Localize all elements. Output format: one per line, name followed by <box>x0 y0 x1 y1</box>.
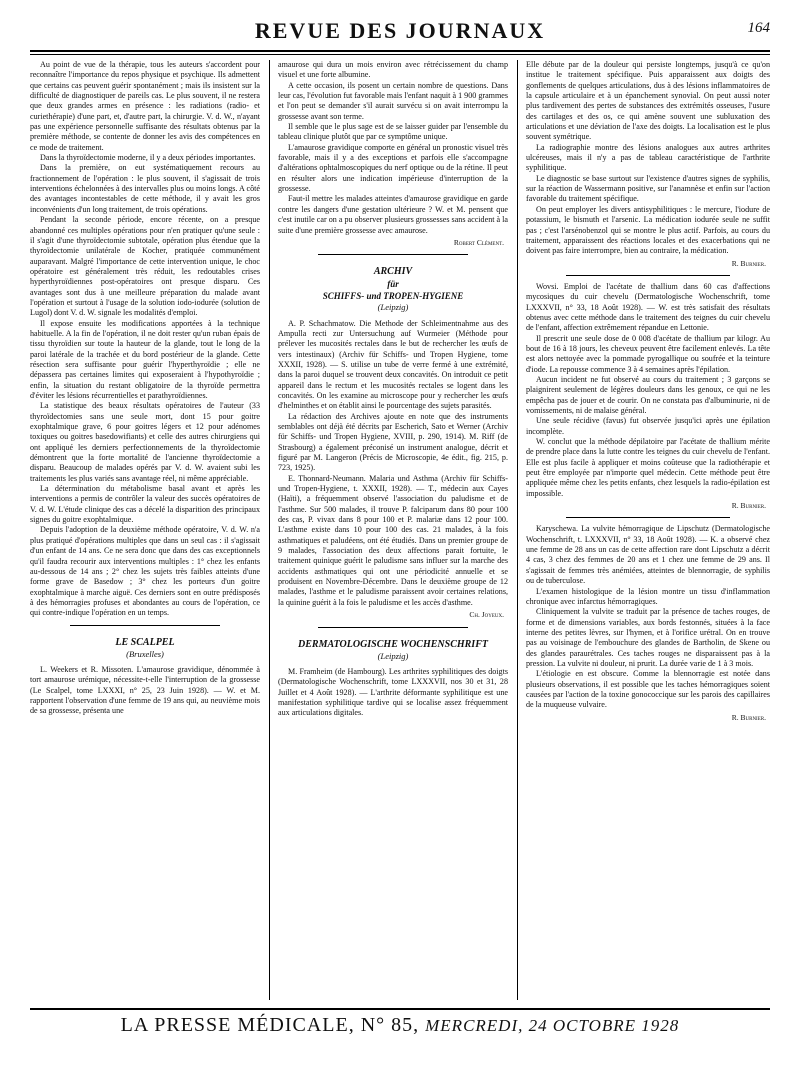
section-subtitle: für <box>387 279 399 290</box>
paragraph: On peut employer les divers antisyphilitiques : le mercure, l'iodure de potassium, le bismuth et l'arsenic. La médication iodurée seule ne suffit pas ; c'est l'arsénobenzol qui se montre le plus actif. Parfois, au cours du traitement, apparaissent des réactions locales et des exacerbations qui ne doivent pas faire interrompre, bien au contraire, la médication. <box>526 204 770 256</box>
paragraph: L'amaurose gravidique comporte en général un pronostic visuel très favorable, mais il y a des exceptions et parfois elle s'accompagne d'altérations ophtalmoscopiques du nerf optique ou de la rétine. Il peut en résulter alors une indication impérieuse d'interruption de la grossesse. <box>278 142 508 194</box>
section-place: (Bruxelles) <box>126 648 164 659</box>
paragraph: La statistique des beaux résultats opératoires de l'auteur (33 thyroïdectomies sans une seule mort, dont 15 pour goitre exophtalmique grave, 6 pour goitres légers et 12 pour adénomes toxiques ou goitres basedowifiants) et celle des autres chirurgiens qui ont appliqué les derniers perfectionnements de la thyroïdectomie démontrent que la forte mortalité de l'ancienne thyroïdectomie a disparu. Beaucoup de malades opérés par V. d. W. avaient subi les traitements les plus variés sans avantage réel, ni même appréciable. <box>30 401 260 483</box>
article: E. Thonnard-Neumann. Malaria und Asthma (Archiv für Schiffs- und Tropen-Hygiene, t. XXXII, 1928). — T., médecin aux Cayes (Haïti), a fréquemment observé l'association du paludisme et de l'asthme. Sur 500 malades, il trouve P. falciparum dans 80 pour 100 des cas, P. vivax dans 8 pour 100 et P. malariæ dans 12 pour 100. L'asthme existe dans 10 pour 100 des cas. 21 malades, à la fois asthmatiques et paludéens, ont été étudiés. Dans un premier groupe de 9 malades, l'association des deux affections parait fortuite, le traitement quinique guérit le paludisme sans influer sur la marche des accidents asthmatiques qui ont une périodicité annuelle et se produisent en Novembre-Décembre. Dans le deuxième groupe de 12 malades, l'asthme et le paludisme paraissent avoir certaines relations, la quinine guérit à la fois le paludisme et les accès d'asthme. <box>278 473 508 607</box>
paragraph: W. conclut que la méthode dépilatoire par l'acétate de thallium mérite de prendre place dans la lutte contre les teignes du cuir chevelu de l'enfant. Elle est plus facile à appliquer et moins coûteuse que la radiothérapie et peut être employée par n'importe quel médecin. Cette méthode peut être appliquée même chez les petits enfants, chez lesquels la radio-épilation est impossible. <box>526 437 770 498</box>
author-signature: Robert Clément. <box>453 237 504 247</box>
paragraph: Il expose ensuite les modifications apportées à la technique habituelle. A la fin de l'opération, il ne doit rester qu'un ruban épais de tissu thyroïdien sur toute la hauteur de la glande, tout le long de la paroi latérale de la trachée et du bord postérieur de la glande. Cette résection sera suffisante pour guérir l'hyperthyroïdie ; elle ne dépassera pas certaines limites qui exposeraient à l'hypothyroïdie ; enfin, la situation du restant obligatoire de la thyroïde permettra d'éviter les lésions récurrentielles et parathyroïdiennes. <box>30 318 260 400</box>
section-divider <box>70 625 220 626</box>
header-rule <box>30 50 770 52</box>
article: L. Weekers et R. Missoten. L'amaurose gravidique, dénommée à tort amaurose urémique, nécessite-t-elle l'interruption de la grossesse (Le Scalpel, tome LXXXI, n° 25, 23 Juin 1928). — W. et M. rapportent l'observation d'une femme de 19 ans qui, au neuvième mois de sa grossesse, présenta une <box>30 664 260 716</box>
column-3 <box>526 60 770 1002</box>
header-rule-thin <box>30 54 770 55</box>
paragraph: Pendant la seconde période, encore récente, on a presque abandonné ces multiples opérations pour n'en pratiquer qu'une seule : il s'agit d'une thyroïdectomie subtotale, opération plus étendue que la thyroïdectomie unilatérale de Kocher, pratiquée communément auparavant. Malgré l'importance de cette intervention unique, le choc opératoire est généralement très réduit, les redoutables crises hyperthyroïdiennes post-opératoires ont presque disparu. Ces avantages sont dus à une meilleure préparation du malade avant l'opération et surtout à l'usage de la solution iodo-iodurée (solution de Lugol) dont V. d. W. signale les modalités d'emploi. <box>30 215 260 318</box>
paragraph: Dans la thyroïdectomie moderne, il y a deux périodes importantes. <box>40 153 256 163</box>
section-divider <box>566 517 730 518</box>
paragraph: Faut-il mettre les malades atteintes d'amaurose gravidique en garde contre les dangers d'une gestation ultérieure ? W. et M. pensent que c'est inutile car on a pu observer plusieurs grossesses sans accident à la suite d'une première grossesse avec amaurose. <box>278 194 508 235</box>
paragraph: Elle débute par de la douleur qui persiste longtemps, jusqu'à ce qu'on institue le traitement spécifique. Puis apparaissent aux doigts des gonflements de quelques articulations, dus à des lésions inflammatoires de la capsule articulaire et à un épanchement synovial. On peut aussi noter plus tardivement des pertes de substances des extrémités osseuses, l'usure des cartilages et des os, ce qui amène souvent une subluxation des articulations et une déviation de l'axe des doigts. La localisation est le plus souvent symétrique. <box>526 60 770 142</box>
section-place: (Leipzig) <box>377 650 409 661</box>
column-1 <box>30 60 260 1002</box>
author-signature: Ch. Joyeux. <box>469 610 504 620</box>
section-divider <box>566 275 730 276</box>
page-title: REVUE DES JOURNAUX <box>254 18 546 43</box>
paragraph: L'étiologie en est obscure. Comme la blennorragie est notée dans plusieurs observations, il est possible que les taches hémorragiques soient causées par l'action de la toxine gonococcique sur les parois des capillaires de la muqueuse vulvaire. <box>526 669 770 710</box>
paragraph: Dans la première, on eut systématiquement recours au fractionnement de l'opération : le plus souvent, il s'agissait de trois interventions échelonnées à des intervalles plus ou moins longs. A côté des avantages incontestables de cette méthode, il y avait les gros inconvénients d'un long traitement, de trois opérations. <box>30 163 260 214</box>
paragraph: Le diagnostic se base surtout sur l'existence d'autres signes de syphilis, sur la réaction de Wassermann positive, sur l'anamnèse et enfin sur l'action favorable du traitement spécifique. <box>526 173 770 204</box>
section-subtitle: SCHIFFS- und TROPEN-HYGIENE <box>322 291 464 302</box>
column-2 <box>278 60 508 1002</box>
paragraph: La rédaction des Archives ajoute en note que des instruments semblables ont déjà été décrits par Escherich, Sato et Werner (Archiv für Schiffs- und Tropen Hygiene, XVIII, p. 290, 1914). M. Riff (de Strasbourg) a également préconisé un instrument analogue, décrit et figuré par M. Langeron (Précis de Microscopie, 4e édit., fig. 215, p. 723, 1925). <box>278 411 508 473</box>
page-footer <box>30 1014 770 1044</box>
paragraph: Il semble que le plus sage est de se laisser guider par l'ensemble du tableau clinique plutôt que par ce symptôme unique. <box>278 122 508 142</box>
journal-name: LA PRESSE MÉDICALE, N° 85, <box>120 1014 420 1036</box>
paragraph: A cette occasion, ils posent un certain nombre de questions. Dans leur cas, l'évolution fut favorable mais l'enfant naquit à 1 900 grammes et l'on peut se demander s'il aurait survécu si on avait interrompu la grossesse avant son terme. <box>278 80 508 121</box>
section-divider <box>318 627 468 628</box>
section-title: ARCHIV <box>373 266 413 278</box>
footer-rule <box>30 1008 770 1010</box>
section-place: (Leipzig) <box>377 302 409 313</box>
author-signature: R. Burnier. <box>731 712 766 722</box>
section-title: DERMATOLOGISCHE WOCHENSCHRIFT <box>298 638 488 650</box>
section-divider <box>318 254 468 255</box>
author-signature: R. Burnier. <box>731 258 766 268</box>
author-signature: R. Burnier. <box>731 501 766 511</box>
issue-date: MERCREDI, 24 OCTOBRE 1928 <box>425 1016 680 1035</box>
paragraph: L'examen histologique de la lésion montre un tissu d'inflammation chronique avec infarctus hémorragiques. <box>526 586 770 606</box>
paragraph: La radiographie montre des lésions analogues aux autres arthrites ulcéreuses, mais il n'y a pas de tableau caractéristique de l'arthrite syphilitique. <box>526 142 770 173</box>
columns <box>30 60 770 1002</box>
article: A. P. Schachmatow. Die Methode der Schleimentnahme aus des Ampulla recti zur Untersuchung auf Wurmeier (Méthode pour prélever les mucosités rectales dans le but de rechercher les œufs de vers intestinaux) (Archiv für Schiffs- und Tropen Hygiene, tome XXXII, 1928). — S. utilise un tube de verre fermé à une extrémité, dans la paroi duquel se trouvent deux concavités. On introduit ce petit appareil dans le rectum et les mucosités rectales se logent dans les concavités. On les examine au microscope pour y rechercher les œufs d'helminthes et on établit ainsi le pourcentage des sujets parasités. <box>278 318 508 411</box>
page-header <box>30 10 770 50</box>
article: Karyschewa. La vulvite hémorragique de Lipschutz (Dermatologische Wochenschrift, t. LXXXVII, n° 33, 18 Août 1928). — K. a observé chez une femme de 28 ans un cas de cette affection rare dont Lipschutz a décrit 4 cas, 3 chez des femmes de 20 ans et 1 chez une femme de 29 ans. Il s'agissait de femmes très anémiées, atteintes de blennorragie, de syphilis ou de tuberculose. <box>526 524 770 586</box>
paragraph: Cliniquement la vulvite se traduit par la présence de taches rouges, de forme et de dimensions variables, aux bords festonnés, situées à la face interne des petites lèvres, sur l'hymen, et à l'orifice urétral. On en trouve pas au voisinage de l'embouchure des glandes de Bartholin, de Skene ou des glandes paraurétrales. Ces taches rouges ne disparaissent pas à la pression. La vulvite ni douleur, ni prurit. La durée varie de 1 à 3 mois. <box>526 607 770 668</box>
paragraph: amaurose qui dura un mois environ avec rétrécissement du champ visuel et une forte albumine. <box>278 60 508 80</box>
article: M. Framheim (de Hambourg). Les arthrites syphilitiques des doigts (Dermatologische Wochenschrift, tome LXXXVII, nos 30 et 31, 28 Juillet et 4 Août 1928). — L'arthrite déformante syphilitique est une manifestation syphilitique tardive qui se localise assez fréquemment aux articulations digitales. <box>278 666 508 718</box>
paragraph: Aucun incident ne fut observé au cours du traitement ; 3 garçons se plaignirent seulement de légères douleurs dans les genoux, ce qui ne les empêcha pas de jouer et de courir. On ne constata pas d'albuminurie, ni de vomissements, ni de malaise général. <box>526 374 770 415</box>
paragraph: Depuis l'adoption de la deuxième méthode opératoire, V. d. W. n'a plus pratiqué d'opérations multiples que dans un seul cas : il s'agissait d'un enfant de 14 ans. Ce ne sera donc que dans des cas exceptionnels qu'il faudra recourir aux interventions multiples : 1° chez les enfants au-dessous de 14 ans ; 2° chez les sujets très faibles atteints d'une forme grave de Basedow ; 3° chez les porteurs d'un goitre exophtalmique à marche aiguë. Ces derniers sont en outre prédisposés à des hémorragies profuses et abondantes au cours de l'opération, ce qui contre-indique l'opération en un temps. <box>30 525 260 618</box>
paragraph: Il prescrit une seule dose de 0 008 d'acétate de thallium par kilogr. Au bout de 16 à 18 jours, les cheveux peuvent être facilement enlevés. La tête est alors nettoyée avec la pommade pyrogallique ou soufrée et la teinture d'iode. La repousse commence 3 à 4 semaines après l'épilation. <box>526 333 770 374</box>
section-title: LE SCALPEL <box>115 636 175 648</box>
paragraph: La détermination du métabolisme basal avant et après les interventions a permis de contrôler la valeur des succès opératoires de V. d. W. L'étude clinique des cas a décelé la disparition des principaux signes du goitre exophtalmique. <box>30 484 260 525</box>
paragraph: Une seule récidive (favus) fut observée jusqu'ici après une épilation incomplète. <box>526 416 770 436</box>
paragraph: Au point de vue de la thérapie, tous les auteurs s'accordent pour reconnaître l'importance du repos physique et psychique. Ils admettent que certains cas peuvent guérir spontanément ; mais ils insistent sur la difficulté de diagnostiquer de pareils cas. Le plus souvent, il ne restera que deux grandes armes en présence : les radiations (radio- et curiethérapie) d'une part, et, d'autre part, la chirurgie. V. d. W., n'ayant pas une expérience personnelle suffisante des résultats obtenus par la première méthode, se contente de donner les avis des compétences en ce mode de traitement. <box>30 60 260 152</box>
article: Wovsi. Emploi de l'acétate de thallium dans 60 cas d'affections mycosiques du cuir chevelu (Dermatologische Wochenschrift, tome LXXXVII, n° 33, 18 Août 1928). — W. est très satisfait des résultats obtenus avec cette méthode dans le traitement des teignes du cuir chevelu de l'enfant, affection extrêmement répandue en Lettonie. <box>526 281 770 333</box>
page-number: 164 <box>747 20 770 36</box>
